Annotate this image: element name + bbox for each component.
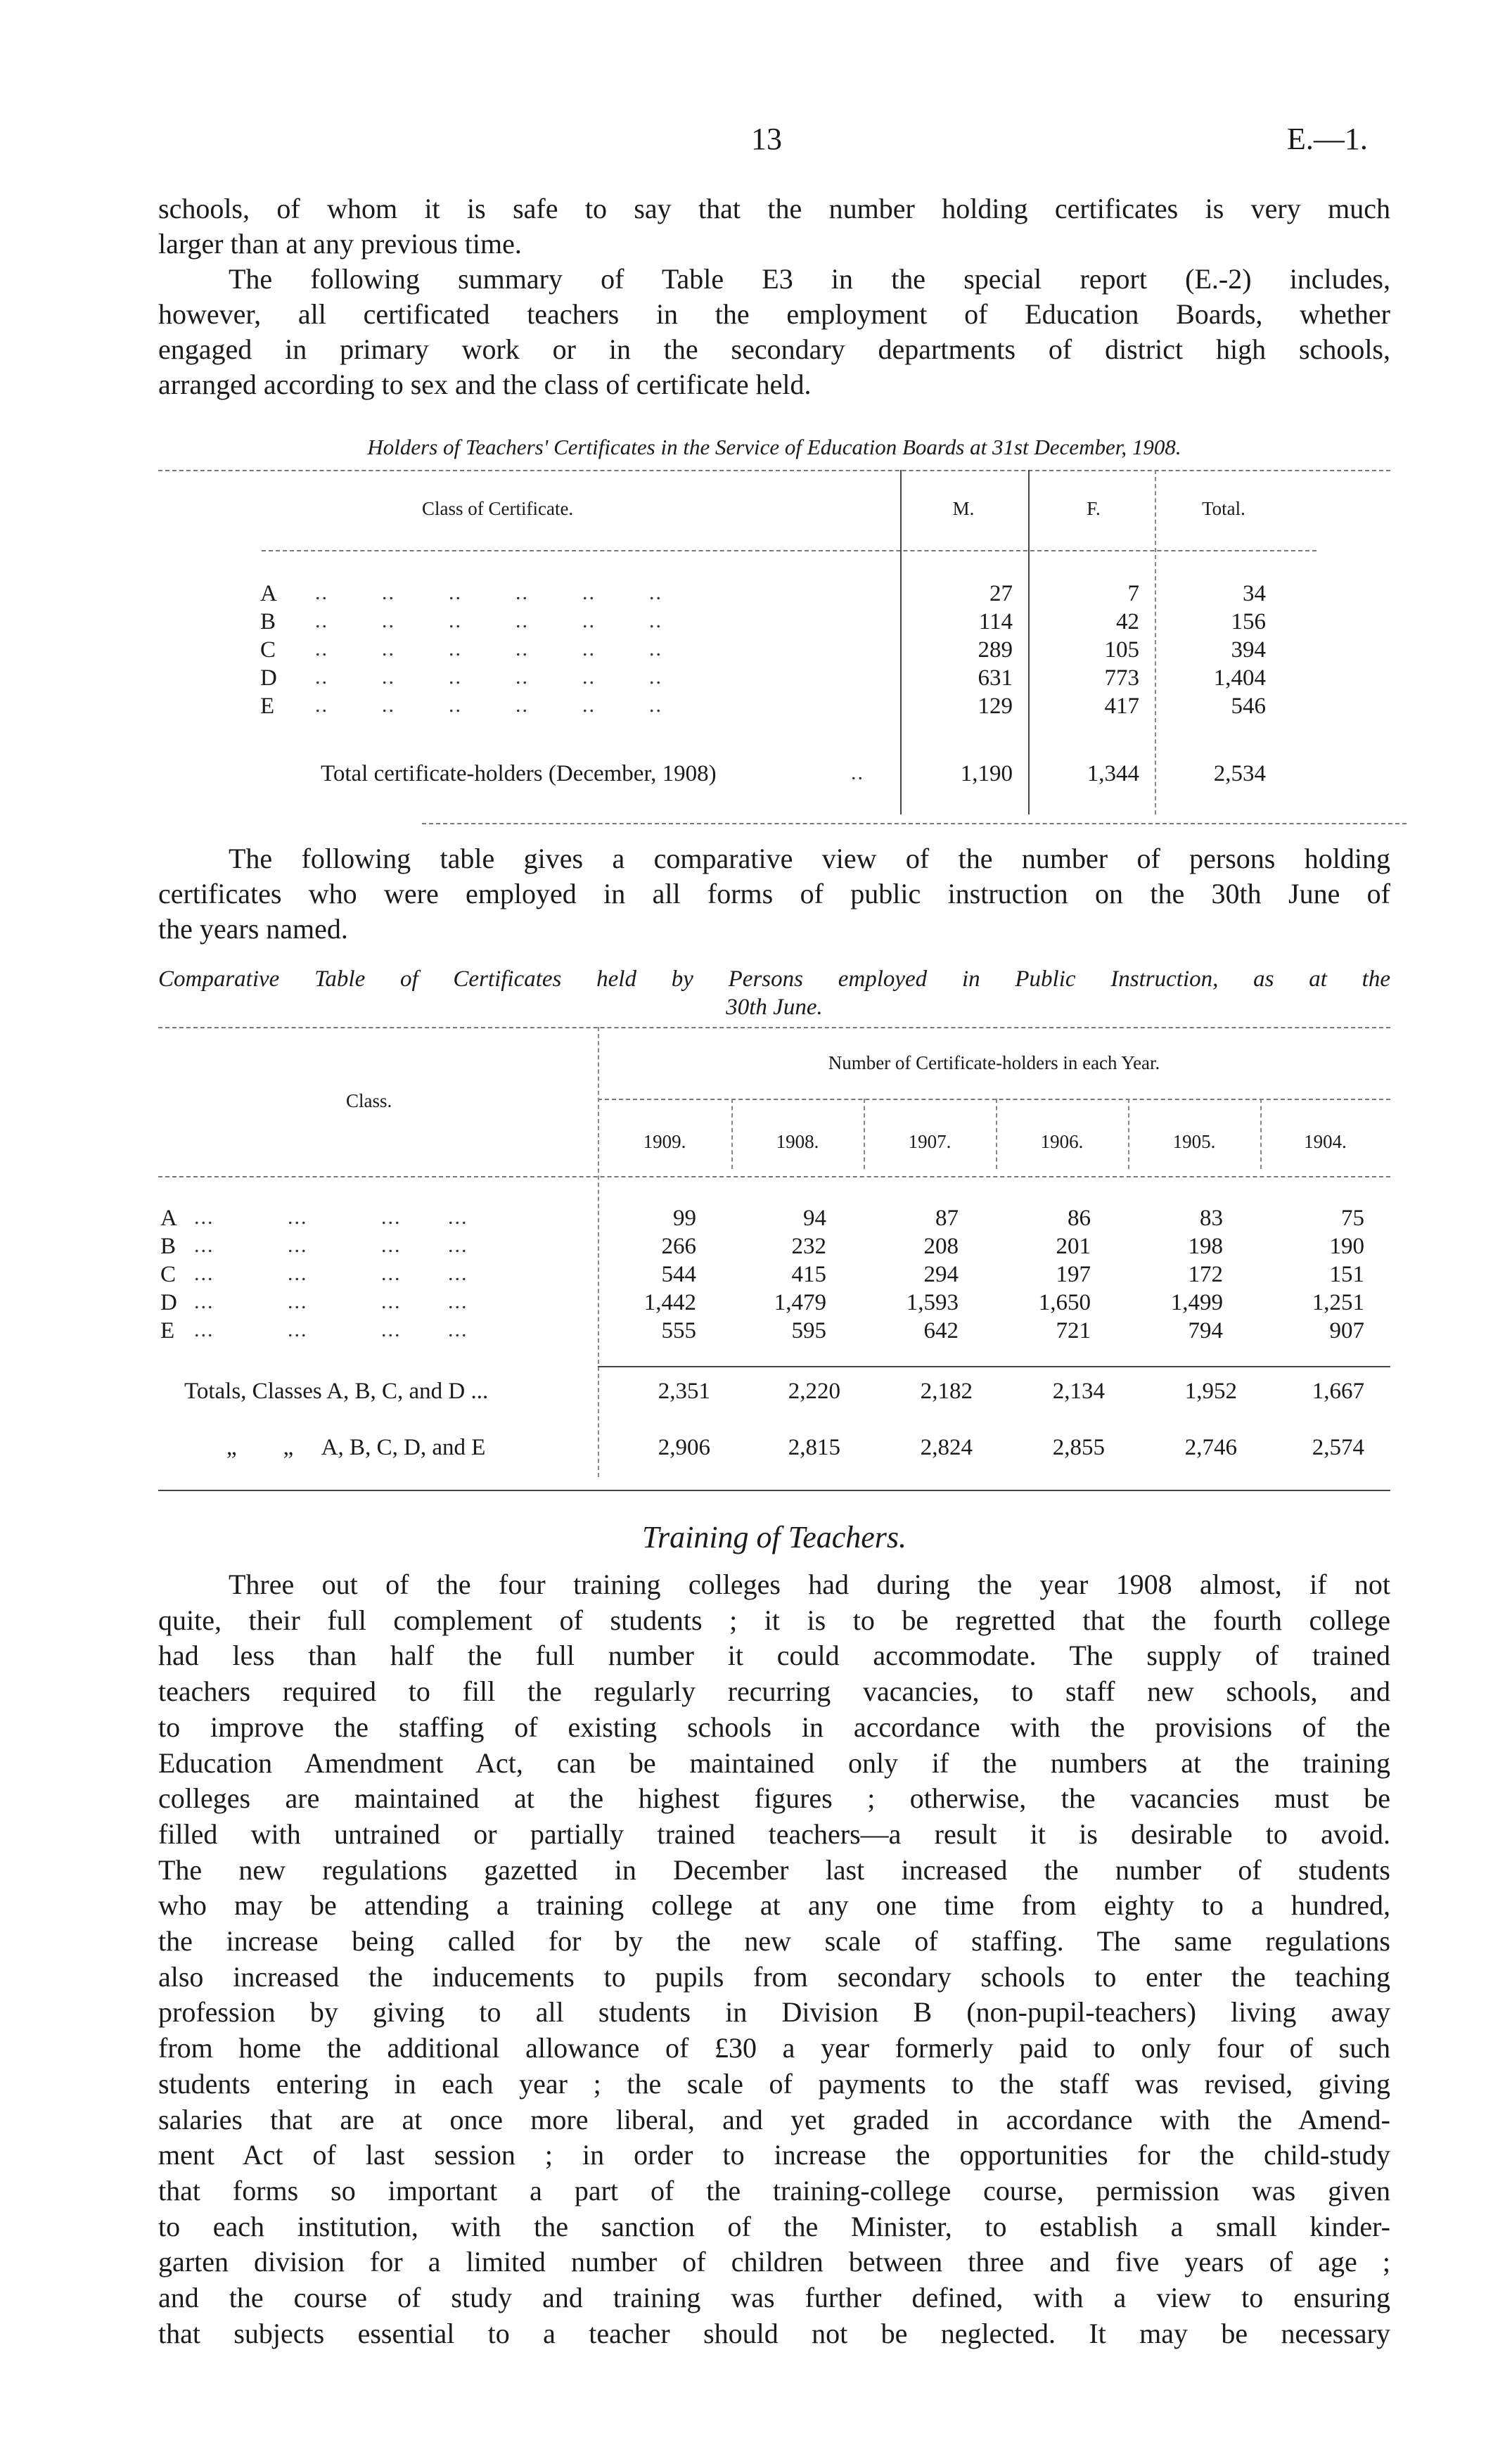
table1-header-m: M. (952, 498, 975, 519)
table2-cell: 151 (1329, 1262, 1364, 1287)
table1-col-divider (1028, 470, 1030, 815)
table2-cell: 266 (661, 1234, 696, 1259)
table2-total-cell: 2,351 (658, 1379, 710, 1404)
table2-bottom-rule (158, 1490, 1390, 1491)
table2-cell: 83 (1200, 1206, 1223, 1231)
page-number: 13 (751, 122, 782, 156)
table2-totals-label: „ „ A, B, C, D, and E (226, 1435, 486, 1460)
text-line: who may be attending a training college at any one time from eighty to a hundred, (158, 1889, 1390, 1922)
table1-caption: Holders of Teachers' Certificates in the Service of Education Boards at 31st December, 1908. (367, 435, 1181, 459)
table2-year-header: 1904. (1304, 1131, 1347, 1152)
text-line: larger than at any previous time. (158, 228, 522, 260)
table2-cell: 1,251 (1312, 1290, 1364, 1315)
table2-total-cell: 2,182 (920, 1379, 973, 1404)
table2-total-cell: 2,220 (788, 1379, 840, 1404)
text-line: Education Amendment Act, can be maintained only if the numbers at the training (158, 1746, 1390, 1779)
text-line: The following summary of Table E3 in the special report (E.-2) includes, (229, 263, 1390, 295)
table2-row-class: A (160, 1206, 177, 1231)
text-line: and the course of study and training was further defined, with a view to ensuring (158, 2282, 1390, 2314)
table2-cell: 1,499 (1170, 1290, 1223, 1315)
text-line: quite, their full complement of students ; it is to be regretted that the fourth college (158, 1604, 1390, 1636)
summary-paragraph (158, 262, 1390, 402)
table2-cell: 1,479 (774, 1290, 826, 1315)
table1-col-divider (1155, 470, 1156, 815)
table2-total-cell: 2,855 (1052, 1435, 1105, 1460)
table2-header-rule (158, 1176, 1390, 1177)
table1-cell-m: 129 (978, 694, 1013, 719)
table1-cell-f: 105 (1104, 637, 1139, 663)
table1-cell-total: 34 (1243, 581, 1266, 606)
table2-group-rule (598, 1099, 1390, 1100)
table1-cell-f: 417 (1104, 694, 1139, 719)
table1-cell-f: 773 (1104, 665, 1139, 691)
table2-cell: 198 (1188, 1234, 1223, 1259)
text-line: the years named. (158, 913, 348, 945)
text-line: certificates who were employed in all forms of public instruction on the 30th June of (158, 878, 1390, 909)
table2-cell: 86 (1068, 1206, 1091, 1231)
leader-dots: .. .. .. .. .. .. (315, 637, 662, 660)
table1-cell-m: 27 (989, 581, 1013, 606)
table2-total-cell: 1,952 (1184, 1379, 1237, 1404)
table1-header-class: Class of Certificate. (422, 498, 574, 519)
table2-year-header: 1907. (908, 1131, 952, 1152)
table1-cell-f: 7 (1127, 581, 1139, 606)
text-line: teachers required to fill the regularly recurring vacancies, to staff new schools, and (158, 1675, 1390, 1708)
table1-cell-m: 631 (978, 665, 1013, 691)
table2-cell: 595 (791, 1318, 826, 1343)
table1-bottom-rule (422, 823, 1407, 824)
text-line: colleges are maintained at the highest figures ; otherwise, the vacancies must be (158, 1782, 1390, 1815)
text-line: The following table gives a comparative view of the number of persons holding (229, 843, 1390, 874)
table2-class-header: Class. (346, 1090, 392, 1111)
table1-cell-f: 42 (1116, 609, 1139, 634)
text-line: filled with untrained or partially trained teachers—a result it is desirable to avoid. (158, 1818, 1390, 1850)
leader-dots: ... ... ... ... (194, 1290, 468, 1313)
leader-dots: .. .. .. .. .. .. (315, 665, 662, 689)
text-line: had less than half the full number it could accommodate. The supply of trained (158, 1640, 1390, 1672)
table2-cell: 1,650 (1038, 1290, 1091, 1315)
table2-cell: 94 (803, 1206, 826, 1231)
training-paragraph (158, 1567, 1390, 2351)
text-line: The new regulations gazetted in December last increased the number of students (158, 1853, 1390, 1886)
comparative-paragraph (158, 841, 1390, 947)
table2-top-rule (158, 1027, 1390, 1028)
table2-year-header: 1909. (643, 1131, 686, 1152)
table2-row-class: C (160, 1262, 177, 1287)
text-line: Three out of the four training colleges had during the year 1908 almost, if not (229, 1569, 1390, 1600)
text-line: from home the additional allowance of £30 a year formerly paid to only four of such (158, 2032, 1390, 2064)
table1-header-total: Total. (1202, 498, 1245, 519)
table2-cell: 75 (1341, 1206, 1364, 1231)
text-line: students entering in each year ; the scale of payments to the staff was revised, giving (158, 2067, 1390, 2100)
text-line: also increased the inducements to pupils from secondary schools to enter the teaching (158, 1960, 1390, 1993)
text-line: that forms so important a part of the training-college course, permission was given (158, 2174, 1390, 2206)
table2-col-divider (598, 1027, 599, 1477)
text-line: schools, of whom it is safe to say that the number holding certificates is very much (158, 193, 1390, 224)
leader-dots: .. (851, 761, 864, 784)
table2-cell: 415 (791, 1262, 826, 1287)
leader-dots: ... ... ... ... (194, 1234, 468, 1257)
leader-dots: .. .. .. .. .. .. (315, 694, 662, 717)
table2-group-header: Number of Certificate-holders in each Year. (828, 1052, 1160, 1073)
table2-row-class: B (160, 1234, 177, 1259)
table1-total-m: 1,190 (960, 761, 1013, 786)
table2-row-class: D (160, 1290, 177, 1315)
leader-dots: ... ... ... ... (194, 1206, 468, 1229)
table2-cell: 907 (1329, 1318, 1364, 1343)
text-line: salaries that are at once more liberal, and yet graded in accordance with the Amend- (158, 2103, 1390, 2135)
table2-total-cell: 2,574 (1312, 1435, 1364, 1460)
table1-total-f: 1,344 (1087, 761, 1139, 786)
table2-total-cell: 2,824 (920, 1435, 973, 1460)
table1-row-class: C (260, 637, 276, 663)
table2-row-class: E (160, 1318, 175, 1343)
text-line: engaged in primary work or in the secondary departments of district high schools, (158, 333, 1390, 365)
table1-col-divider (900, 470, 902, 815)
table2-cell: 294 (923, 1262, 959, 1287)
table2-caption (158, 965, 1390, 1021)
text-line: to each institution, with the sanction of the Minister, to establish a small kinder- (158, 2210, 1390, 2242)
table2-total-cell: 2,134 (1052, 1379, 1105, 1404)
table2-year-header: 1908. (776, 1131, 819, 1152)
table2-cell: 208 (923, 1234, 959, 1259)
table1-cell-m: 114 (978, 609, 1013, 634)
table2-year-header: 1905. (1172, 1131, 1216, 1152)
table1-total-total: 2,534 (1213, 761, 1266, 786)
text-line: the increase being called for by the new scale of staffing. The same regulations (158, 1925, 1390, 1957)
table2-cell: 555 (661, 1318, 696, 1343)
table1-row-class: A (260, 581, 277, 606)
table2-cell: 201 (1056, 1234, 1091, 1259)
table1-cell-m: 289 (978, 637, 1013, 663)
leader-dots: ... ... ... ... (194, 1318, 468, 1341)
table2-totals-label: Totals, Classes A, B, C, and D ... (184, 1379, 489, 1404)
table2-cell: 794 (1188, 1318, 1223, 1343)
table2-cell: 1,593 (906, 1290, 959, 1315)
table2-cell: 721 (1056, 1318, 1091, 1343)
table2-cell: 99 (673, 1206, 696, 1231)
table1-cell-total: 156 (1231, 609, 1266, 634)
table2-cell: 87 (935, 1206, 959, 1231)
table1-total-label: Total certificate-holders (December, 1908) (321, 761, 717, 786)
text-line: however, all certificated teachers in the employment of Education Boards, whether (158, 298, 1390, 330)
table1-top-rule (158, 470, 1390, 471)
table1-header-rule (262, 550, 1316, 551)
intro-paragraph (158, 191, 1390, 262)
table1-cell-total: 394 (1231, 637, 1266, 663)
table1-cell-total: 1,404 (1213, 665, 1266, 691)
table1-cell-total: 546 (1231, 694, 1266, 719)
table2-total-cell: 1,667 (1312, 1379, 1364, 1404)
text-line: to improve the staffing of existing schools in accordance with the provisions of the (158, 1711, 1390, 1743)
text-line: profession by giving to all students in Division B (non-pupil-teachers) living away (158, 1996, 1390, 2029)
text-line: that subjects essential to a teacher should not be neglected. It may be necessary (158, 2317, 1390, 2349)
table2-cell: 197 (1056, 1262, 1091, 1287)
table1-row-class: B (260, 609, 276, 634)
table2-year-header: 1906. (1040, 1131, 1084, 1152)
leader-dots: .. .. .. .. .. .. (315, 581, 662, 604)
text-line: ment Act of last session ; in order to increase the opportunities for the child-study (158, 2139, 1390, 2171)
table2-cell: 190 (1329, 1234, 1364, 1259)
table1-header-f: F. (1087, 498, 1101, 519)
table2-total-cell: 2,815 (788, 1435, 840, 1460)
table2-total-cell: 2,746 (1184, 1435, 1237, 1460)
leader-dots: .. .. .. .. .. .. (315, 609, 662, 632)
table2-cell: 544 (661, 1262, 696, 1287)
text-line: arranged according to sex and the class of certificate held. (158, 369, 812, 400)
section-heading: Training of Teachers. (641, 1520, 907, 1554)
table2-cell: 172 (1188, 1262, 1223, 1287)
caption-line: Comparative Table of Certificates held by Persons employed in Public Instruction, as at the (158, 966, 1390, 992)
table1-row-class: D (260, 665, 277, 691)
table2-cell: 1,442 (643, 1290, 696, 1315)
caption-line: 30th June. (726, 995, 823, 1020)
text-line: garten division for a limited number of children between three and five years of age ; (158, 2246, 1390, 2278)
table2-cell: 642 (923, 1318, 959, 1343)
table2-total-cell: 2,906 (658, 1435, 710, 1460)
table1-row-class: E (260, 694, 275, 719)
table2-cell: 232 (791, 1234, 826, 1259)
document-reference: E.—1. (1287, 122, 1368, 156)
table2-totals-rule (598, 1366, 1390, 1367)
leader-dots: ... ... ... ... (194, 1262, 468, 1285)
